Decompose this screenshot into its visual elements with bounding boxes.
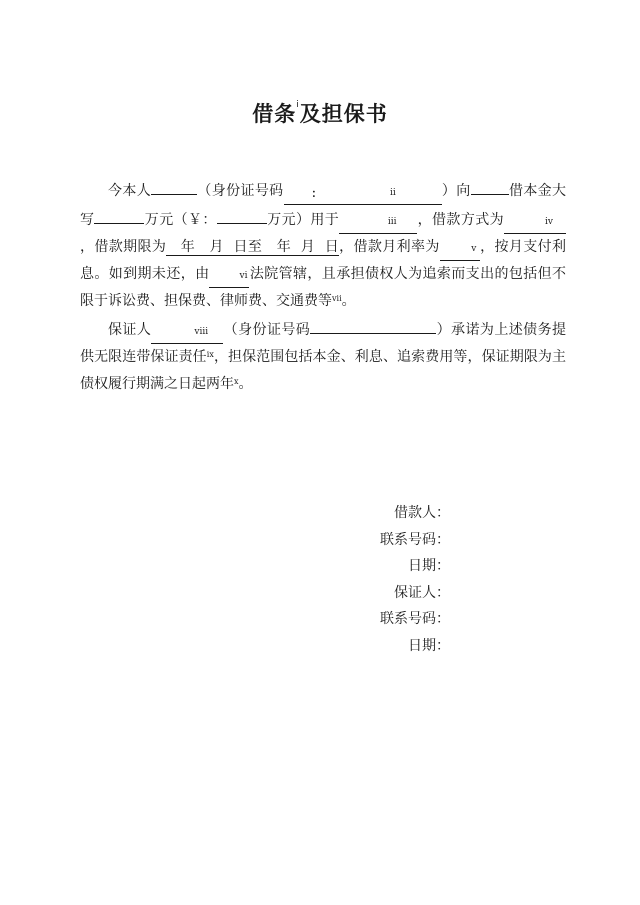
amount-words-blank xyxy=(94,205,144,224)
footnote-marker-ix: ix xyxy=(206,350,214,359)
interest-rate-blank xyxy=(440,242,480,261)
text-segment: （身份证号码 xyxy=(197,183,284,199)
purpose-blank xyxy=(339,215,417,234)
text-segment: ，借款方式为 xyxy=(417,212,505,228)
text-segment: ，担保范围包括本金、利息、追索费用等，保证期限为主债权履行期满之日起两年 xyxy=(80,349,567,392)
text-segment: 今本人 xyxy=(108,183,152,199)
text-segment: 法院管辖，且承担债权人为追索而支出的包括但不限于诉讼费、担保费、律师费、交通费等 xyxy=(80,266,566,309)
guarantor-signature-label: 保证人： xyxy=(394,584,450,601)
court-blank xyxy=(209,269,249,288)
footnote-marker-vii: vii xyxy=(332,294,342,303)
loan-paragraph xyxy=(80,176,566,315)
text-segment: ）承诺为上述债务提供无限连带保证责任 xyxy=(80,322,567,365)
text-segment: ，借款月利率为 xyxy=(339,239,440,255)
guarantor-phone-label: 联系号码： xyxy=(380,611,450,627)
footnote-marker-v: v xyxy=(471,244,477,254)
lender-name-blank xyxy=(471,176,509,195)
text-segment: 借本金大写 xyxy=(80,183,567,228)
footnote-marker-vi: vi xyxy=(239,271,248,281)
footnote-marker-iii: iii xyxy=(387,217,397,227)
title-rest: 及担保书 xyxy=(299,102,388,126)
text-segment: 万元（￥： xyxy=(144,212,217,228)
text-segment: （身份证号码 xyxy=(223,322,311,338)
text-segment: 。 xyxy=(341,293,356,309)
borrower-signature-label: 借款人： xyxy=(394,505,450,521)
borrower-phone-label: 联系号码： xyxy=(380,531,450,548)
footnote-marker-iv: iv xyxy=(545,217,554,227)
text-segment: ）向 xyxy=(441,183,471,199)
guarantor-name-blank xyxy=(151,325,223,344)
borrower-name-blank xyxy=(151,176,197,195)
title-main: 借条 xyxy=(252,102,297,126)
loan-period-dates: 年 月 日至 年 月 日 xyxy=(166,239,340,255)
footnote-marker-viii: viii xyxy=(194,327,209,337)
amount-number-blank xyxy=(217,205,267,224)
text-segment: ，按月支付利息。如到期未还，由 xyxy=(80,239,567,282)
footnote-marker-ii: ii xyxy=(390,188,396,198)
footnote-marker-x: x xyxy=(234,377,239,386)
document-title xyxy=(0,98,640,128)
borrower-date-label: 日期： xyxy=(408,558,450,574)
signature-block xyxy=(330,500,450,659)
text-segment: 万元）用于 xyxy=(266,212,340,228)
loan-method-blank xyxy=(504,215,566,234)
guarantor-id-blank xyxy=(310,315,436,334)
borrower-id-blank xyxy=(284,186,442,205)
text-segment: 保证人 xyxy=(108,322,152,338)
text-segment: 。 xyxy=(238,376,253,392)
text-segment: ，借款期限为 xyxy=(80,239,167,255)
document-body xyxy=(80,176,566,398)
title-footnote-marker: i xyxy=(296,100,300,110)
guarantee-paragraph xyxy=(80,315,566,398)
id-colon: : xyxy=(311,185,317,201)
guarantor-date-label: 日期： xyxy=(408,637,450,654)
